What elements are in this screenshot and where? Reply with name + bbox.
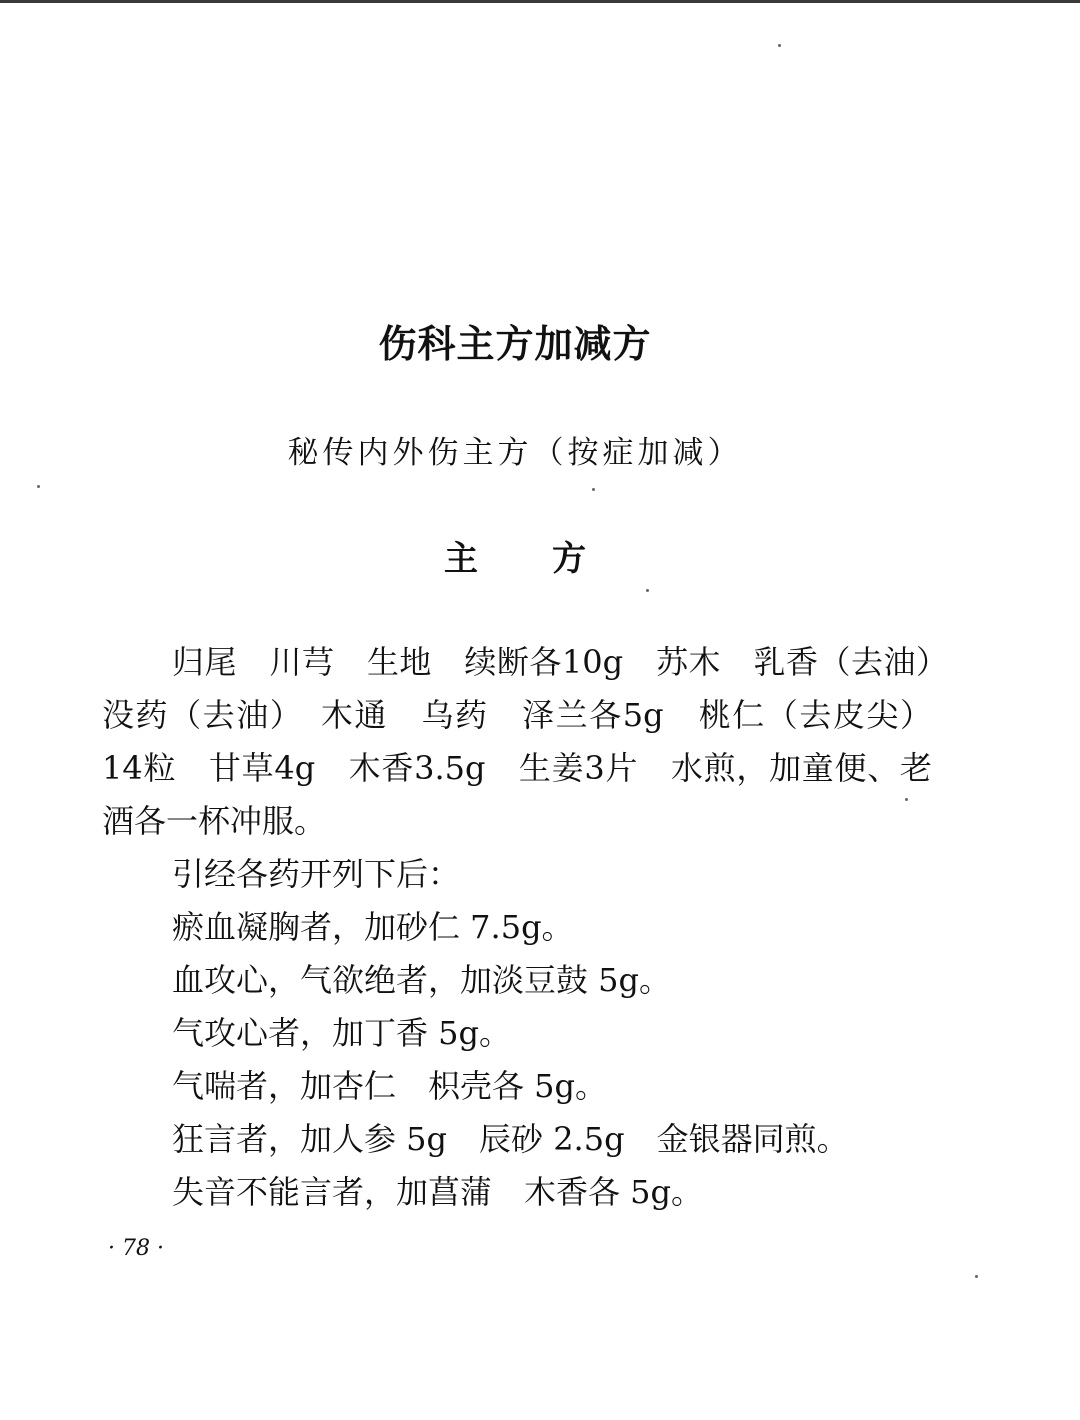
text-line: 失音不能言者，加菖蒲 木香各 5g。 [172,1173,704,1211]
scan-speck [646,589,649,592]
section-heading-char-1: 主 [444,539,478,579]
page-title: 伤科主方加减方 [378,321,652,366]
text-line: 血攻心，气欲绝者，加淡豆鼓 5g。 [172,961,672,999]
page-number: · 78 · [108,1236,164,1261]
scan-speck [905,798,908,801]
text-line: 引经各药开列下后： [172,855,461,893]
formula-paragraph: 归尾 川芎 生地 续断各10g 苏木 乳香（去油） 没药（去油） 木通 乌药 泽兰各5g 桃仁（去皮尖）14粒 甘草4g 木香3.5g 生姜3片 水煎，加童便、老酒各一杯冲服。 [102,643,965,840]
text-line: 狂言者，加人参 5g 辰砂 2.5g 金银器同煎。 [172,1120,849,1158]
scan-speck [592,488,595,491]
page-top-rule [0,0,1080,3]
scan-speck [975,1275,978,1278]
text-line: 气喘者，加杏仁 枳壳各 5g。 [172,1067,608,1105]
section-heading-char-2: 方 [552,539,586,579]
formula-subtitle: 秘传内外伤主方（按症加减） [287,435,743,471]
text-line: 瘀血凝胸者，加砂仁 7.5g。 [172,908,574,946]
text-line: 气攻心者，加丁香 5g。 [172,1014,512,1052]
section-heading [0,534,1030,584]
scan-speck [37,485,40,488]
scan-speck [778,44,781,47]
